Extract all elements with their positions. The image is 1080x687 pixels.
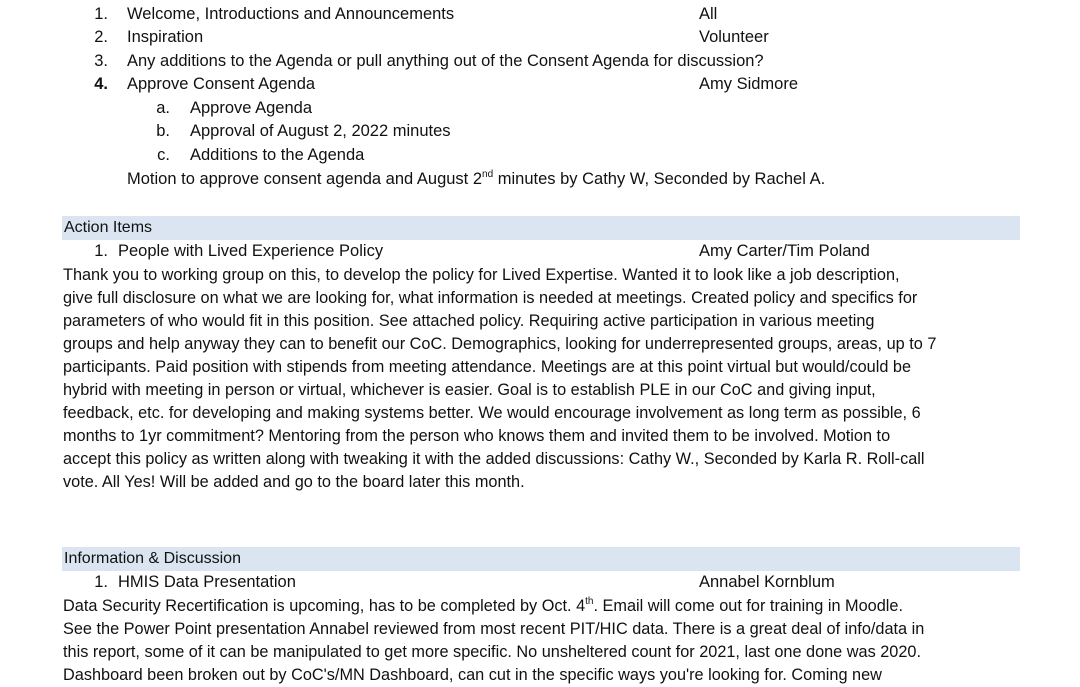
subitem-approve-agenda: Approve Agenda: [190, 99, 313, 117]
notes-line: Thank you to working group on this, to develop the policy for Lived Expertise. Wanted it to look like a job description,: [63, 266, 900, 284]
notes-line: See the Power Point presentation Annabel reviewed from most recent PIT/HIC data. There is a great deal of info/data in: [63, 620, 925, 638]
info-item-title: HMIS Data Presentation: [118, 573, 296, 591]
notes-line: hybrid with meeting in person or virtual, whichever is easier. Goal is to establish PLE in our CoC and giving input,: [63, 381, 876, 399]
notes-line: months to 1yr commitment? Mentoring from the person who knows them and invited them to be involved. Motion to: [63, 427, 891, 445]
agenda-item-additions: Any additions to the Agenda or pull anything out of the Consent Agenda for discussion?: [127, 52, 764, 70]
agenda-item-number: 1.: [94, 5, 108, 23]
agenda-item-owner: Volunteer: [699, 28, 769, 46]
section-header-information: Information & Discussion: [62, 547, 1020, 571]
info-item-notes: [63, 595, 1023, 687]
subitem-letter: c.: [157, 146, 170, 164]
agenda-item-inspiration: Inspiration: [127, 28, 204, 46]
notes-line: Dashboard been broken out by CoC's/MN Dashboard, can cut in the specific ways you're looking for. Coming new: [63, 666, 882, 684]
notes-line: accept this policy as written along with tweaking it with the added discussions: Cathy W., Seconded by Karla R. Roll-call: [63, 450, 925, 468]
subitem-letter: b.: [156, 122, 170, 140]
notes-line: Data Security Recertification is upcoming, has to be completed by Oct. 4th. Email will come out for training in Moodle.: [63, 595, 903, 615]
info-item-owner: Annabel Kornblum: [699, 573, 835, 591]
notes-line: groups and help anyway they can to benefit our CoC. Demographics, looking for underrepresented groups, areas, up to 7: [63, 335, 937, 353]
section-header-action-items: Action Items: [62, 216, 1020, 240]
notes-line: give full disclosure on what we are looking for, what information is needed at meetings. Created policy and specifics for: [63, 289, 918, 307]
notes-line: this report, some of it can be manipulated to get more specific. No unsheltered count for 2021, last one done was 2020.: [63, 643, 921, 661]
notes-line: parameters of who would fit in this position. See attached policy. Requiring active participation in various meeting: [63, 312, 875, 330]
notes-line: feedback, etc. for developing and making systems better. We would encourage involvement as long term as possible, 6: [63, 404, 921, 422]
notes-line: vote. All Yes! Will be added and go to the board later this month.: [63, 473, 525, 491]
action-item-number: 1.: [94, 242, 108, 260]
agenda-item-number: 3.: [94, 52, 108, 70]
agenda-item-number: 4.: [94, 75, 108, 93]
subitem-additions: Additions to the Agenda: [190, 146, 365, 164]
agenda-item-welcome: Welcome, Introductions and Announcements: [127, 5, 455, 23]
action-item-title: People with Lived Experience Policy: [118, 242, 384, 260]
action-item-owner: Amy Carter/Tim Poland: [699, 242, 870, 260]
info-item-number: 1.: [94, 573, 108, 591]
agenda-item-owner: All: [699, 5, 718, 23]
notes-line: participants. Paid position with stipends from meeting attendance. Meetings are at this point virtual but would/could be: [63, 358, 912, 376]
subitem-approve-minutes: Approval of August 2, 2022 minutes: [190, 122, 451, 140]
consent-motion: Motion to approve consent agenda and August 2nd minutes by Cathy W, Seconded by Rachel A.: [127, 168, 826, 188]
agenda-item-consent: Approve Consent Agenda: [127, 75, 316, 93]
action-item-notes: [63, 264, 1023, 494]
subitem-letter: a.: [156, 99, 170, 117]
agenda-item-owner: Amy Sidmore: [699, 75, 799, 93]
agenda-item-number: 2.: [94, 28, 108, 46]
